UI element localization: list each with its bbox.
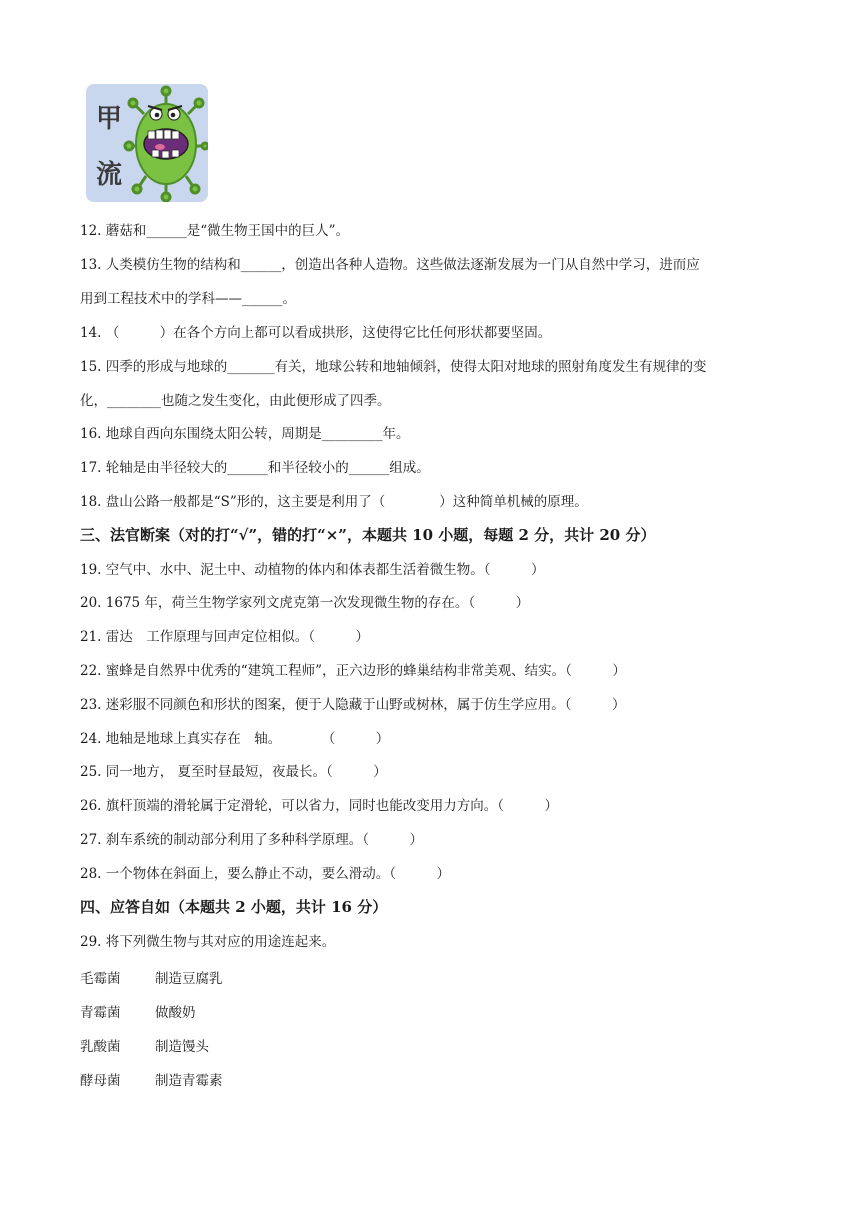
microbe-item: 青霉菌: [80, 1005, 121, 1021]
question-17: 17. 轮轴是由半径较大的______和半径较小的______组成。: [80, 460, 430, 476]
question-28: 28. 一个物体在斜面上，要么静止不动，要么滑动。（ ）: [80, 866, 451, 882]
figure-glyph-top: 甲: [96, 104, 123, 134]
question-25: 25. 同一地方， 夏至时昼最短，夜最长。（ ）: [80, 764, 387, 780]
figure-glyph-bottom: 流: [96, 160, 123, 190]
question-12: 12. 蘑菇和______是“微生物王国中的巨人”。: [80, 223, 350, 239]
question-24: 24. 地轴是地球上真实存在 轴。 （ ）: [80, 731, 390, 747]
use-item: 制造青霉素: [155, 1073, 223, 1089]
question-18: 18. 盘山公路一般都是“S”形的，这主要是利用了（ ）这种简单机械的原理。: [80, 494, 588, 510]
microbe-item: 酵母菌: [80, 1073, 121, 1089]
question-26: 26. 旗杆顶端的滑轮属于定滑轮，可以省力，同时也能改变用力方向。（ ）: [80, 798, 559, 814]
section-4-heading: 四、应答自如（本题共 2 小题，共计 16 分）: [80, 898, 388, 916]
question-22: 22. 蜜蜂是自然界中优秀的“建筑工程师”，正六边形的蜂巢结构非常美观、结实。（ ）: [80, 663, 626, 679]
question-13-line2: 用到工程技术中的学科——______。: [80, 291, 296, 307]
use-item: 制造馒头: [155, 1039, 209, 1055]
question-27: 27. 刹车系统的制动部分利用了多种科学原理。（ ）: [80, 832, 424, 848]
question-14: 14. （ ）在各个方向上都可以看成拱形，这使得它比任何形状都要坚固。: [80, 325, 552, 341]
question-20: 20. 1675 年，荷兰生物学家列文虎克第一次发现微生物的存在。（ ）: [80, 595, 530, 611]
microbe-item: 毛霉菌: [80, 971, 121, 987]
question-16: 16. 地球自西向东围绕太阳公转，周期是_________年。: [80, 426, 410, 442]
question-13-line1: 13. 人类模仿生物的结构和______，创造出各种人造物。这些做法逐渐发展为一门从自然中学习，进而应: [80, 257, 700, 273]
question-15-line1: 15. 四季的形成与地球的_______有关，地球公转和地轴倾斜，使得太阳对地球的照射角度发生有规律的变: [80, 359, 707, 375]
question-21: 21. 雷达 工作原理与回声定位相似。（ ）: [80, 629, 370, 645]
question-23: 23. 迷彩服不同颜色和形状的图案，便于人隐藏于山野或树林，属于仿生学应用。（ ）: [80, 697, 626, 713]
section-3-heading: 三、法官断案（对的打“√”，错的打“×”，本题共 10 小题，每题 2 分，共计 20 分）: [80, 526, 656, 544]
use-item: 制造豆腐乳: [155, 971, 223, 987]
use-item: 做酸奶: [155, 1005, 196, 1021]
question-29: 29. 将下列微生物与其对应的用途连起来。: [80, 934, 336, 950]
question-19: 19. 空气中、水中、泥土中、动植物的体内和体表都生活着微生物。（ ）: [80, 562, 545, 578]
microbe-item: 乳酸菌: [80, 1039, 121, 1055]
virus-illustration: [86, 84, 208, 202]
question-15-line2: 化，________也随之发生变化，由此便形成了四季。: [80, 393, 391, 409]
